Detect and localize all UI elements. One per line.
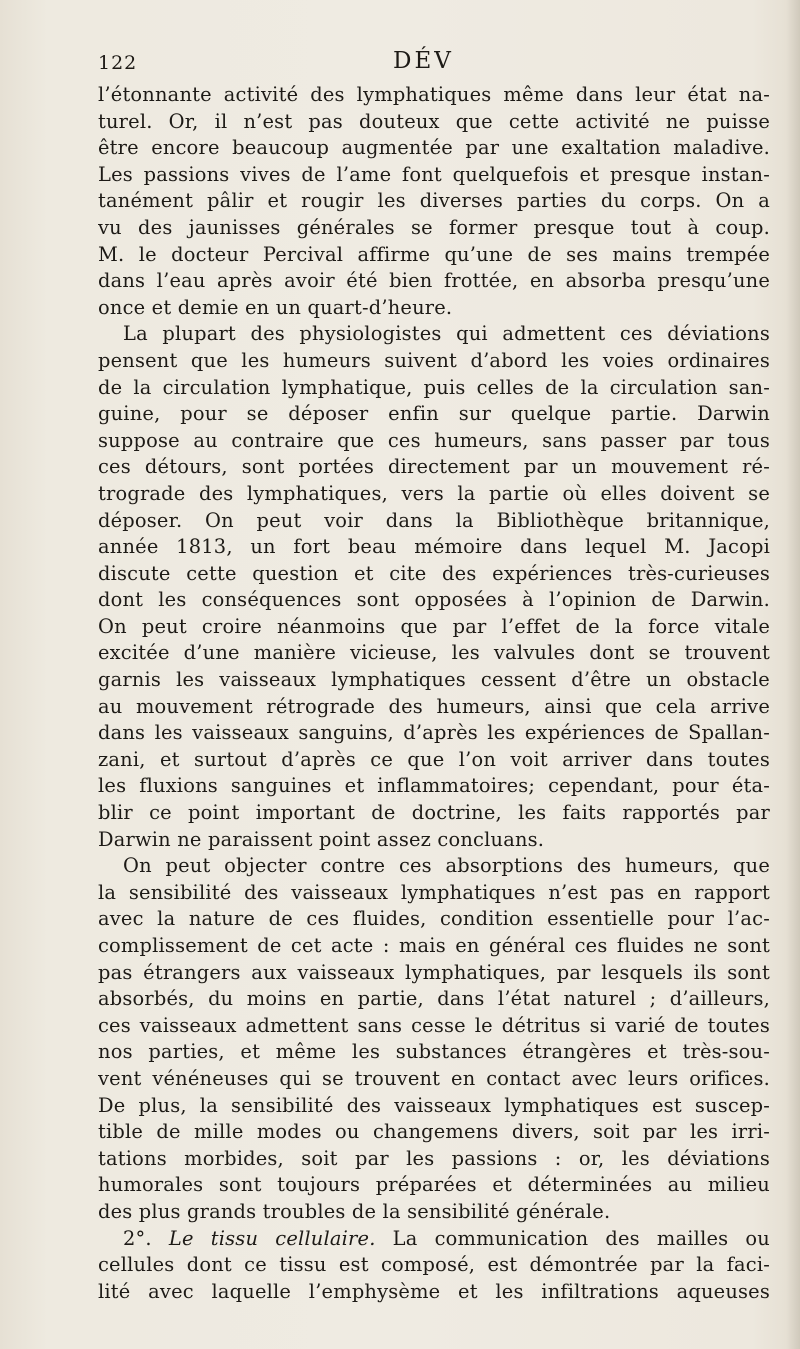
body-text [98,82,770,1305]
text-line: vent vénéneuses qui se trouvent en contact avec leurs orifices. [98,1066,770,1090]
text-line: pensent que les humeurs suivent d’abord les voies ordinaires [98,348,770,372]
text-line: l’étonnante activité des lymphatiques même dans leur état na- [98,83,770,106]
page-edge-shadow [786,0,800,1349]
section-lead-text: La communication des mailles ou [392,1226,770,1250]
text-line: ces vaisseaux admettent sans cesse le détritus si varié de toutes [98,1013,770,1037]
text-line: La plupart des physiologistes qui admettent ces déviations [123,322,770,346]
text-line: dans les vaisseaux sanguins, d’après les expériences de Spallan- [98,721,770,745]
text-line: On peut objecter contre ces absorptions des humeurs, que [123,854,770,878]
text-line: avec la nature de ces fluides, condition essentielle pour l’ac- [98,907,770,931]
text-line: au mouvement rétrograde des humeurs, ainsi que cela arrive [98,694,770,718]
text-line: blir ce point important de doctrine, les faits rapportés par [98,801,770,825]
text-line: humorales sont toujours préparées et déterminées au milieu [98,1173,770,1197]
section-number: 2°. [123,1226,152,1250]
text-line: De plus, la sensibilité des vaisseaux lymphatiques est suscep- [98,1093,770,1117]
text-line: année 1813, un fort beau mémoire dans lequel M. Jacopi [98,535,770,559]
text-line: des plus grands troubles de la sensibilité générale. [98,1199,611,1223]
running-head: DÉV [393,48,454,74]
text-line: vu des jaunisses générales se former presque tout à coup. [98,215,770,239]
text-line: Les passions vives de l’ame font quelquefois et presque instan- [98,162,770,186]
text-line: de la circulation lymphatique, puis celles de la circulation san- [98,375,770,399]
text-line: tanément pâlir et rougir les diverses parties du corps. On a [98,189,770,213]
text-line: once et demie en un quart-d’heure. [98,295,453,319]
section-title: Le tissu cellulaire. [168,1226,376,1250]
text-line: garnis les vaisseaux lymphatiques cessent d’être un obstacle [98,668,770,692]
text-line: cellules dont ce tissu est composé, est démontrée par la faci- [98,1253,770,1277]
text-line: absorbés, du moins en partie, dans l’état naturel ; d’ailleurs, [98,987,770,1011]
text-line: pas étrangers aux vaisseaux lymphatiques, par lesquels ils sont [98,960,770,984]
text-line: les fluxions sanguines et inflammatoires; cependant, pour éta- [98,774,770,798]
text-line: déposer. On peut voir dans la Bibliothèque britannique, [98,508,770,532]
text-line: tations morbides, soit par les passions : or, les déviations [98,1146,770,1170]
text-line: complissement de cet acte : mais en général ces fluides ne sont [98,934,770,957]
text-line: dont les conséquences sont opposées à l’opinion de Darwin. [98,588,770,612]
text-line: ces détours, sont portées directement par un mouvement ré- [98,455,770,479]
text-line: suppose au contraire que ces humeurs, sans passer par tous [98,428,770,452]
section-heading-line [98,1226,770,1253]
text-line: discute cette question et cite des expériences très-curieuses [98,561,770,585]
text-line: turel. Or, il n’est pas douteux que cette activité ne puisse [98,109,770,133]
text-line: On peut croire néanmoins que par l’effet de la force vitale [98,614,770,638]
text-line: tible de mille modes ou changemens divers, soit par les irri- [98,1120,770,1144]
text-line: la sensibilité des vaisseaux lymphatiques n’est pas en rapport [98,880,770,904]
text-line: lité avec laquelle l’emphysème et les infiltrations aqueuses [98,1279,770,1303]
text-line: Darwin ne paraissent point assez concluans. [98,827,545,851]
page-number: 122 [98,52,138,74]
text-line: guine, pour se déposer enfin sur quelque partie. Darwin [98,402,770,426]
text-line: M. le docteur Percival affirme qu’une de ses mains trempée [98,242,770,266]
text-line: excitée d’une manière vicieuse, les valvules dont se trouvent [98,641,770,665]
text-line: trograde des lymphatiques, vers la partie où elles doivent se [98,481,770,505]
text-line: nos parties, et même les substances étrangères et très-sou- [98,1040,770,1064]
text-line: zani, et surtout d’après ce que l’on voit arriver dans toutes [98,747,770,771]
text-line: être encore beaucoup augmentée par une exaltation maladive. [98,136,770,160]
text-line: dans l’eau après avoir été bien frottée, en absorba presqu’une [98,269,770,293]
